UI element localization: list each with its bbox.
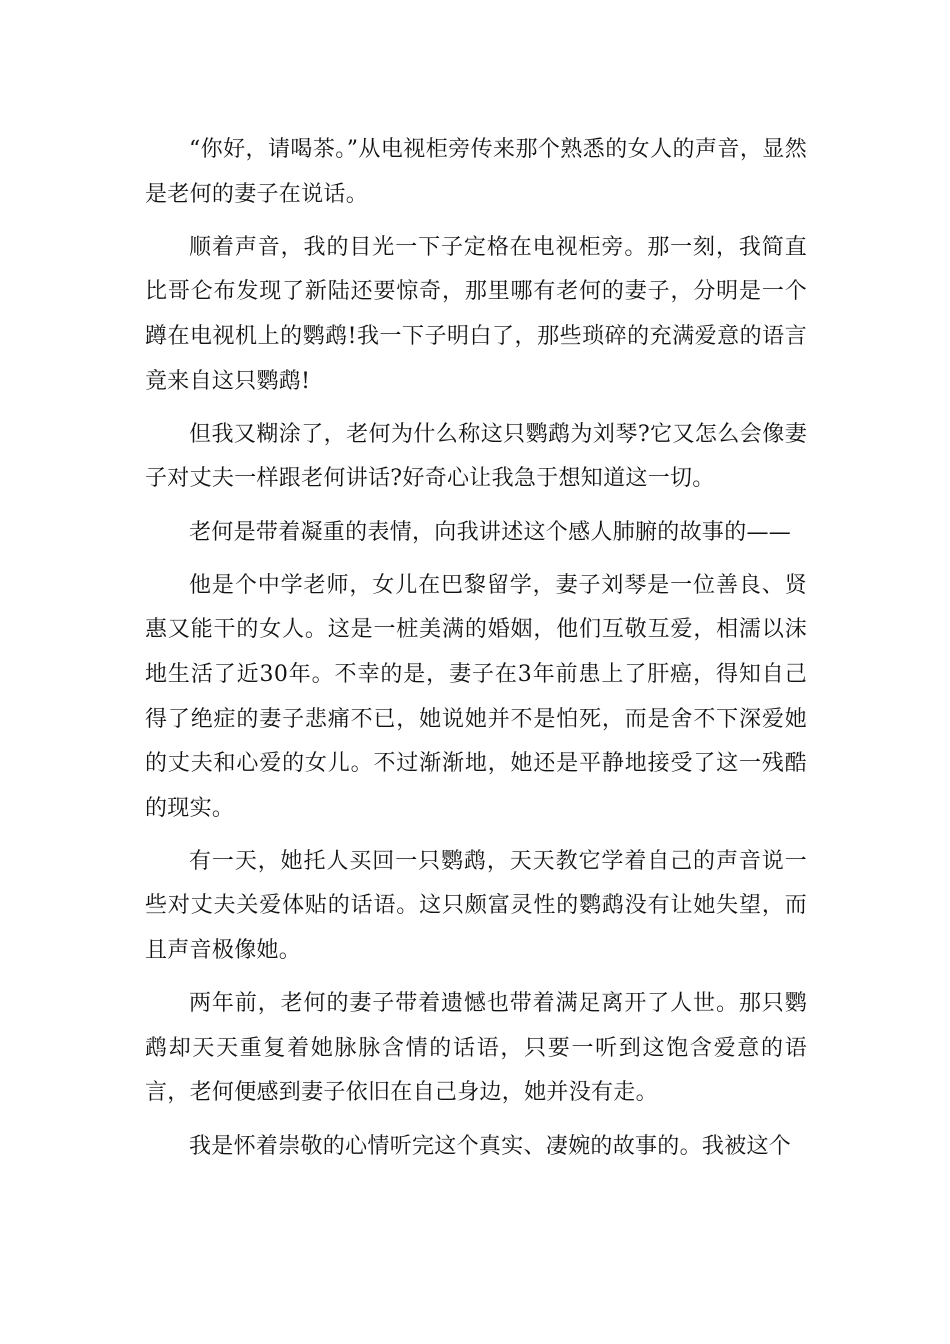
paragraph-1: “你好，请喝茶。”从电视柜旁传来那个熟悉的女人的声音，显然是老何的妻子在说话。 — [145, 137, 807, 207]
document-body — [145, 128, 807, 1178]
paragraph-8: 我是怀着崇敬的心情听完这个真实、凄婉的故事的。我被这个 — [189, 1133, 792, 1159]
paragraph-3: 但我又糊涂了，老何为什么称这只鹦鹉为刘琴?它又怎么会像妻子对丈夫一样跟老何讲话?好奇心让我急于想知道这一切。 — [145, 421, 807, 492]
paragraph-4: 老何是带着凝重的表情，向我讲述这个感人肺腑的故事的—— — [189, 519, 792, 545]
paragraph-7: 两年前，老何的妻子带着遗憾也带着满足离开了人世。那只鹦鹉却天天重复着她脉脉含情的话语，只要一听到这饱含爱意的语言，老何便感到妻子依旧在自己身边，她并没有走。 — [145, 991, 807, 1106]
paragraph-2: 顺着声音，我的目光一下子定格在电视柜旁。那一刻，我简直比哥仑布发现了新陆还要惊奇，那里哪有老何的妻子，分明是一个蹲在电视机上的鹦鹉!我一下子明白了，那些琐碎的充满爱意的语言竟来自这只鹦鹉! — [145, 234, 807, 394]
paragraph-5: 他是个中学老师，女儿在巴黎留学，妻子刘琴是一位善良、贤惠又能干的女人。这是一桩美满的婚姻，他们互敬互爱，相濡以沫地生活了近30年。不幸的是，妻子在3年前患上了肝癌，得知自己得了绝症的妻子悲痛不已，她说她并不是怕死，而是舍不下深爱她的丈夫和心爱的女儿。不过渐渐地，她还是平静地接受了这一残酷的现实。 — [145, 572, 807, 821]
paragraph-6: 有一天，她托人买回一只鹦鹉，天天教它学着自己的声音说一些对丈夫关爱体贴的话语。这只颇富灵性的鹦鹉没有让她失望，而且声音极像她。 — [145, 848, 807, 964]
